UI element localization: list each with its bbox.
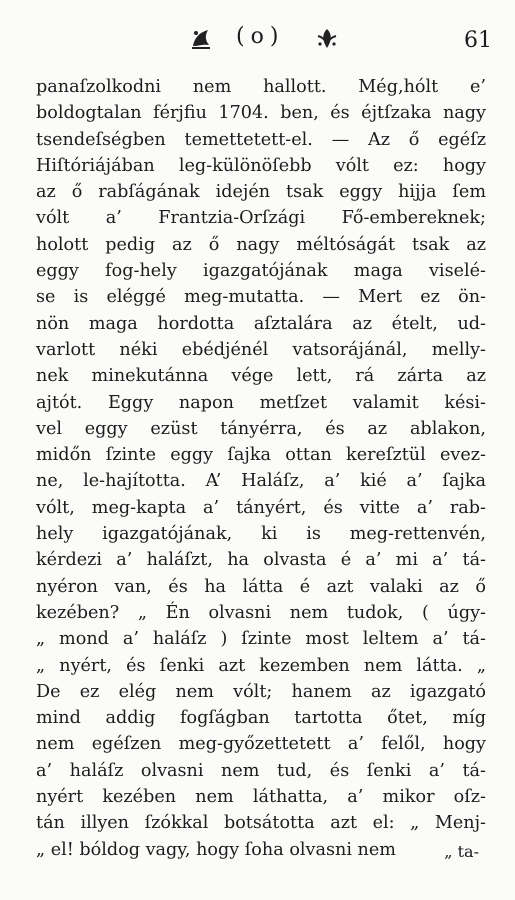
body-line: nek minekutánna vége lett, rá zárta az xyxy=(36,366,486,387)
body-line: vólt a’ Frantzia-Orſzági Fő-embereknek; xyxy=(36,208,486,229)
body-line: panaſzolkodni nem hallott. Még,hólt e’ xyxy=(36,77,486,97)
page-header-label: (o) xyxy=(236,24,285,49)
body-line: az ő rabſágának idején tsak eggy hijja ſem xyxy=(36,182,486,203)
body-line: midőn ſzinte eggy ſajka ottan kereſztül evez- xyxy=(36,445,486,466)
body-line: mind addig fogſágban tartotta őtet, míg xyxy=(36,708,486,729)
body-line: tán illyen ſzókkal botsátotta azt el: „ Menj- xyxy=(36,813,486,834)
body-line: varlott néki ebédjénél vatsorájánál, melly- xyxy=(36,339,486,360)
body-line: a’ haláſz olvasni nem tud, és ſenki a’ tá- xyxy=(36,760,486,781)
body-line: vel eggy ezüst tányérra, és az ablakon, xyxy=(36,418,486,439)
catchword: „ ta- xyxy=(444,842,479,861)
body-line: nem egéſzen meg-győzettetett a’ felől, hogy xyxy=(36,734,486,755)
body-line: Hiſtóriájában leg-különöſebb vólt ez: hogy xyxy=(36,155,486,176)
body-line: „ mond a’ haláſz ) ſzinte most leltem a’ tá- xyxy=(36,629,486,650)
page-number: 61 xyxy=(464,28,492,53)
body-line: vólt, meg-kapta a’ tányért, és vitte a’ rab- xyxy=(36,497,486,518)
body-line: hely igazgatójának, ki is meg-rettenvén, xyxy=(36,524,486,545)
body-line: tsendeſségben temettetett-el. — Az ő egéſz xyxy=(36,129,486,150)
body-line: se is eléggé meg-mutatta. — Mert ez ön- xyxy=(36,287,486,308)
body-line: eggy fog-hely igazgatójának maga viselé- xyxy=(36,261,486,282)
printer-fleuron-icon xyxy=(188,26,214,52)
body-line: kérdezi a’ haláſzt, ha olvasta é a’ mi a’ tá- xyxy=(36,550,486,571)
body-line: „ el! bóldog vagy, hogy ſoha olvasni nem xyxy=(36,839,396,860)
body-line: „ nyért, és ſenki azt kezemben nem látta. „ xyxy=(36,655,486,676)
body-line: nyéron van, és ha látta é azt valaki az ő xyxy=(36,576,486,597)
body-line: nön maga hordotta aſztalára az ételt, ud- xyxy=(36,313,486,334)
printer-fleuron-icon xyxy=(314,26,340,52)
page-header xyxy=(30,18,492,52)
body-text xyxy=(36,74,486,863)
body-line: holott pedig az ő nagy méltóságát tsak az xyxy=(36,234,486,255)
body-line: ne, le-hajította. A’ Haláſz, a’ kié a’ ſajka xyxy=(36,471,486,492)
body-line: kezében? „ Én olvasni nem tudok, ( úgy- xyxy=(36,602,486,623)
body-line: De ez elég nem vólt; hanem az igazgató xyxy=(36,681,486,702)
body-line: boldogtalan férjfiu 1704. ben, és éjtſzaka nagy xyxy=(36,103,486,124)
body-line: ajtót. Eggy napon metſzet valamit kési- xyxy=(36,392,486,413)
body-line: nyért kezében nem láthatta, a’ mikor oſz- xyxy=(36,787,486,808)
